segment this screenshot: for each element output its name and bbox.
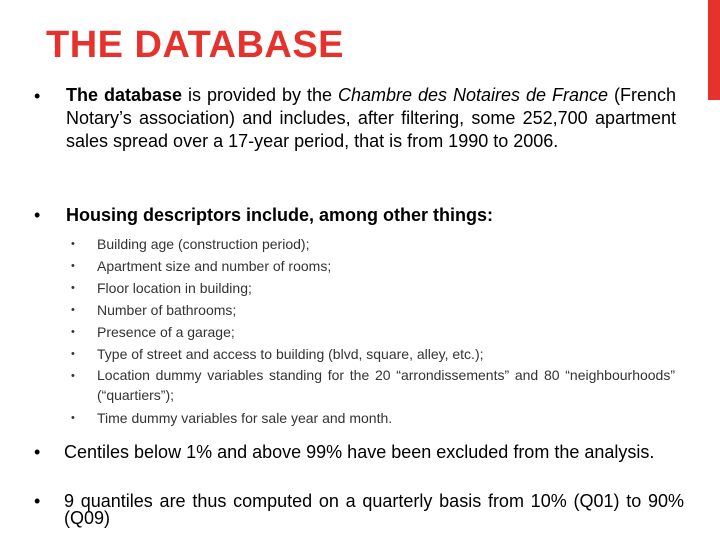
centiles-note: Centiles below 1% and above 99% have been excluded from the analysis. [64, 442, 655, 462]
sub-bullet-marker: • [71, 326, 75, 338]
bullet-marker: • [34, 205, 41, 225]
sub-bullet-marker: • [71, 238, 75, 250]
descriptor-item: Type of street and access to building (blvd, square, alley, etc.); [97, 346, 484, 362]
database-source: Chambre des Notaires de France [337, 85, 608, 105]
bullet-marker: • [34, 86, 41, 106]
descriptor-item: Apartment size and number of rooms; [97, 258, 332, 274]
database-text-b: (French Notary’s association) and includes, after filtering, some 252,700 apartment sales spread over a 17-year period, that is from 1990 to 2006. [66, 85, 676, 151]
sub-bullet-marker: • [71, 260, 75, 272]
descriptor-item: Presence of a garage; [97, 324, 235, 340]
descriptor-item: Floor location in building; [97, 280, 252, 296]
database-paragraph [66, 84, 676, 153]
sub-bullet-marker: • [71, 304, 75, 316]
quantiles-note: 9 quantiles are thus computed on a quarterly basis from 10% (Q01) to 90%(Q09) [64, 491, 684, 528]
bullet-marker: • [34, 442, 41, 462]
descriptor-item: Location dummy variables standing for the 20 “arrondissements” and 80 “neighbourhoods” (“quartiers”); [97, 367, 675, 403]
sub-bullet-marker: • [71, 282, 75, 294]
sub-bullet-marker: • [71, 348, 75, 360]
accent-bar [708, 0, 720, 100]
slide-title: THE DATABASE [46, 24, 345, 66]
database-text-a: is provided by the [182, 85, 338, 105]
sub-bullet-marker: • [71, 412, 75, 424]
descriptor-item: Building age (construction period); [97, 236, 310, 252]
descriptor-item: Number of bathrooms; [97, 302, 237, 318]
sub-bullet-marker: • [71, 370, 75, 382]
bullet-marker: • [34, 491, 41, 511]
descriptor-item: Time dummy variables for sale year and month. [97, 410, 393, 426]
database-lead: The database [66, 85, 183, 105]
descriptors-heading: Housing descriptors include, among other things: [66, 205, 494, 225]
